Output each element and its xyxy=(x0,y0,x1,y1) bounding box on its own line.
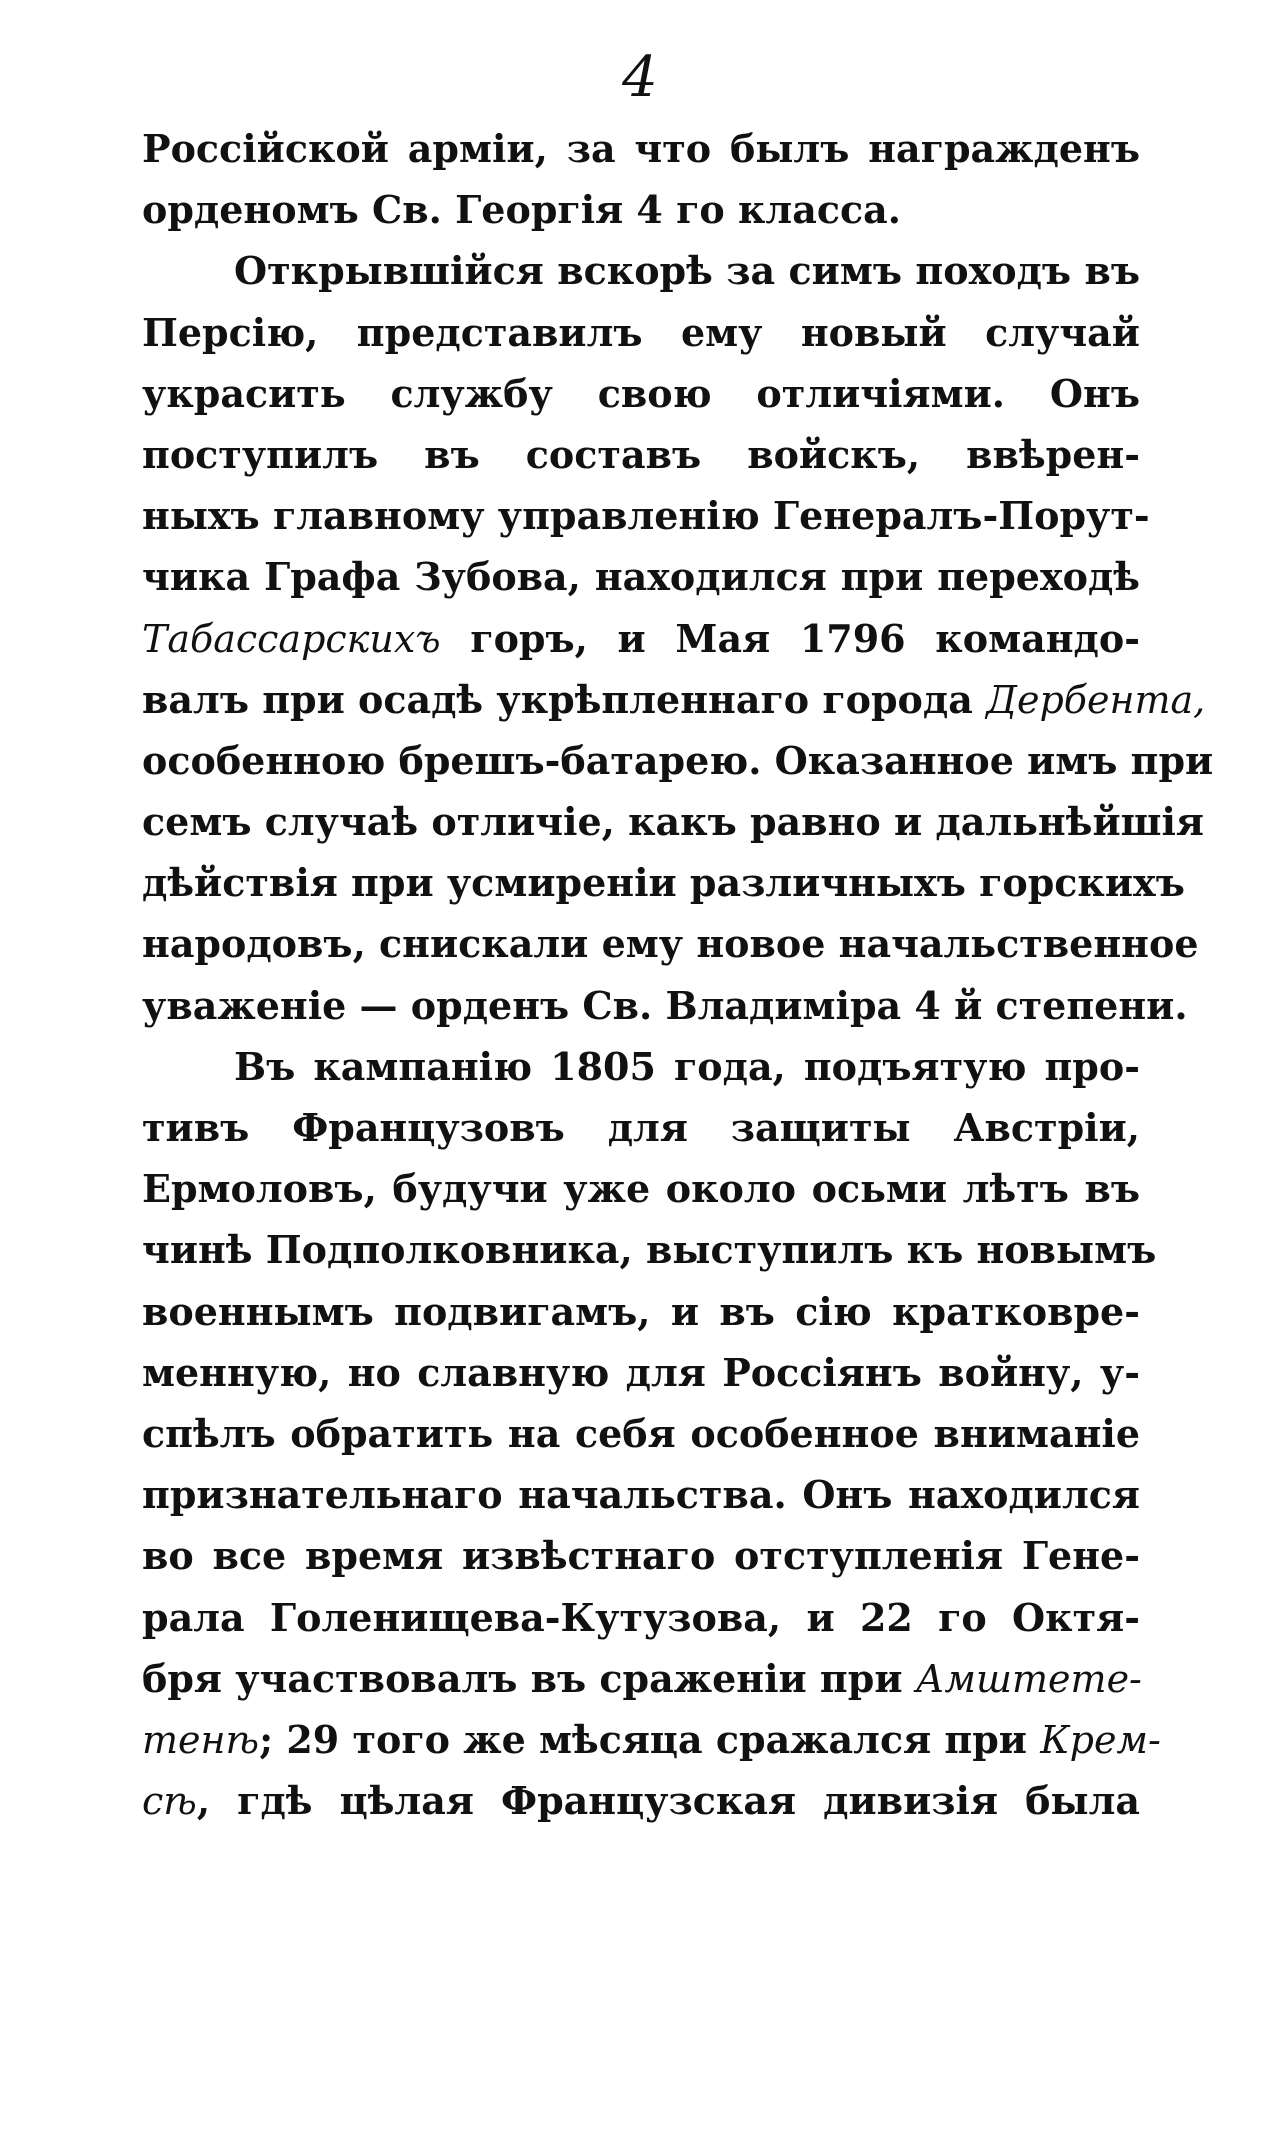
text-line xyxy=(142,669,1206,730)
text-line: чинѣ Подполковника, выступилъ къ новымъ xyxy=(142,1227,1157,1273)
italic-place-name: сѣ xyxy=(142,1779,197,1824)
text-line: Персію, представилъ ему новый случай xyxy=(142,309,1140,355)
text-line xyxy=(142,608,1140,669)
text-run: бря участвовалъ въ сраженіи при xyxy=(142,1655,916,1701)
text-line: уваженіе — орденъ Св. Владиміра 4 й степени. xyxy=(142,982,1188,1028)
text-line: ныхъ главному управленію Генералъ-Порут- xyxy=(142,493,1150,539)
text-line: рала Голенищева-Кутузова, и 22 го Октя- xyxy=(142,1594,1140,1640)
text-line: народовъ, снискали ему новое начальственное xyxy=(142,921,1199,967)
text-line: семъ случаѣ отличіе, какъ равно и дальнѣйшія xyxy=(142,799,1204,845)
text-line: Россійской арміи, за что былъ награжденъ xyxy=(142,126,1140,171)
text-line: спѣлъ обратить на себя особенное вниманіе xyxy=(142,1410,1140,1456)
text-line xyxy=(142,1709,1161,1770)
text-run: , гдѣ цѣлая Французская дивизія была xyxy=(196,1778,1140,1824)
text-run: ; 29 того же мѣсяца сражался при xyxy=(259,1716,1041,1762)
text-run: горъ, и Мая 1796 командо- xyxy=(440,615,1140,661)
text-line: особенною брешъ-батарею. Оказанное имъ при xyxy=(142,737,1214,783)
text-line xyxy=(142,1770,1140,1831)
text-line xyxy=(142,1648,1140,1709)
page-number: 4 xyxy=(622,45,658,110)
body-text xyxy=(142,118,1214,1831)
text-line: признательнаго начальства. Онъ находился xyxy=(142,1472,1140,1518)
text-line: во все время извѣстнаго отступленія Гене- xyxy=(142,1533,1140,1579)
text-line: военнымъ подвигамъ, и въ сію кратковре- xyxy=(142,1288,1140,1334)
text-run: валъ при осадѣ укрѣпленнаго города xyxy=(142,676,987,722)
text-line: Открывшійся вскорѣ за симъ походъ въ xyxy=(234,248,1140,294)
text-line: орденомъ Св. Георгія 4 го класса. xyxy=(142,187,901,233)
italic-place-name: тенѣ xyxy=(142,1717,260,1762)
text-line: Въ кампанію 1805 года, подъятую про- xyxy=(234,1043,1140,1089)
italic-place-name: Табассарскихъ xyxy=(142,616,441,661)
text-line: Ермоловъ, будучи уже около осьми лѣтъ въ xyxy=(142,1166,1140,1212)
text-line: тивъ Французовъ для защиты Австріи, xyxy=(142,1105,1140,1150)
italic-place-name: Амштете- xyxy=(915,1656,1142,1701)
text-line: менную, но славную для Россіянъ войну, у- xyxy=(142,1349,1140,1395)
italic-place-name: Дербента, xyxy=(986,677,1206,722)
text-line: поступилъ въ составъ войскъ, ввѣрен- xyxy=(142,431,1140,477)
text-line: украсить службу свою отличіями. Онъ xyxy=(142,370,1140,416)
text-line: чика Графа Зубова, находился при переходѣ xyxy=(142,554,1140,600)
text-line: дѣйствія при усмиреніи различныхъ горскихъ xyxy=(142,860,1185,906)
italic-place-name: Крем- xyxy=(1040,1717,1161,1762)
